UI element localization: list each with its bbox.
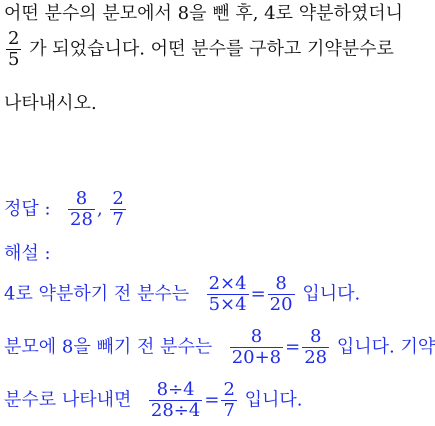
fraction-numerator: 2×4	[208, 273, 247, 294]
step3-fraction-1	[149, 381, 202, 420]
problem-line-1	[4, 3, 403, 25]
step3-prefix: 분수로 나타내면	[4, 389, 132, 411]
fraction-numerator: 8	[250, 326, 263, 347]
fraction-denominator: 5×4	[208, 294, 247, 315]
fraction-numerator: 8	[275, 273, 287, 294]
fraction-denominator: 20+8	[231, 347, 282, 368]
fraction-numerator: 2	[8, 28, 20, 49]
fraction-denominator: 7	[112, 209, 124, 230]
solution-label-line	[4, 243, 51, 265]
fraction-numerator: 8	[75, 188, 88, 209]
step2-equals: =	[285, 336, 301, 358]
step2-prefix: 분모에 8을 빼기 전 분수는	[4, 336, 213, 358]
answer-separator: ,	[96, 198, 103, 220]
problem-text-2: 가 되었습니다. 어떤 분수를 구하고 기약분수로	[29, 38, 394, 60]
fraction-numerator: 8÷4	[156, 379, 195, 400]
fraction-denominator: 7	[223, 400, 235, 421]
fraction-denominator: 28÷4	[150, 400, 201, 421]
step3-suffix: 입니다.	[244, 389, 303, 411]
solution-step-3	[4, 381, 303, 420]
fraction-numerator: 8	[309, 326, 322, 347]
solution-step-1	[4, 275, 360, 314]
answer-line	[4, 190, 128, 229]
problem-text-1: 어떤 분수의 분모에서 8을 뺀 후, 4로 약분하였더니	[4, 3, 404, 24]
problem-line-2	[4, 30, 394, 69]
fraction-denominator: 5	[8, 49, 20, 70]
step1-fraction-1	[207, 275, 249, 314]
step1-suffix: 입니다.	[302, 283, 361, 305]
step2-fraction-1	[230, 328, 283, 367]
fraction-denominator: 20	[269, 294, 293, 315]
step3-equals: =	[204, 389, 220, 411]
fraction-numerator: 2	[223, 379, 235, 400]
fraction-denominator: 28	[304, 347, 328, 368]
answer-fraction-2	[110, 190, 125, 229]
problem-text-3: 나타내시오.	[4, 93, 97, 114]
answer-fraction-1	[68, 190, 95, 229]
fraction-denominator: 28	[70, 209, 93, 230]
step1-prefix: 4로 약분하기 전 분수는	[4, 283, 190, 305]
step1-equals: =	[250, 283, 266, 305]
answer-label: 정답 :	[4, 198, 51, 220]
step2-suffix: 입니다. 기약	[336, 336, 435, 358]
fraction-numerator: 2	[112, 188, 124, 209]
step2-fraction-2	[302, 328, 329, 367]
solution-step-2	[4, 328, 435, 367]
problem-fraction	[6, 30, 21, 69]
problem-line-3	[4, 93, 97, 115]
step1-fraction-2	[268, 275, 295, 314]
step3-fraction-2	[221, 381, 236, 420]
solution-label: 해설 :	[4, 243, 51, 264]
